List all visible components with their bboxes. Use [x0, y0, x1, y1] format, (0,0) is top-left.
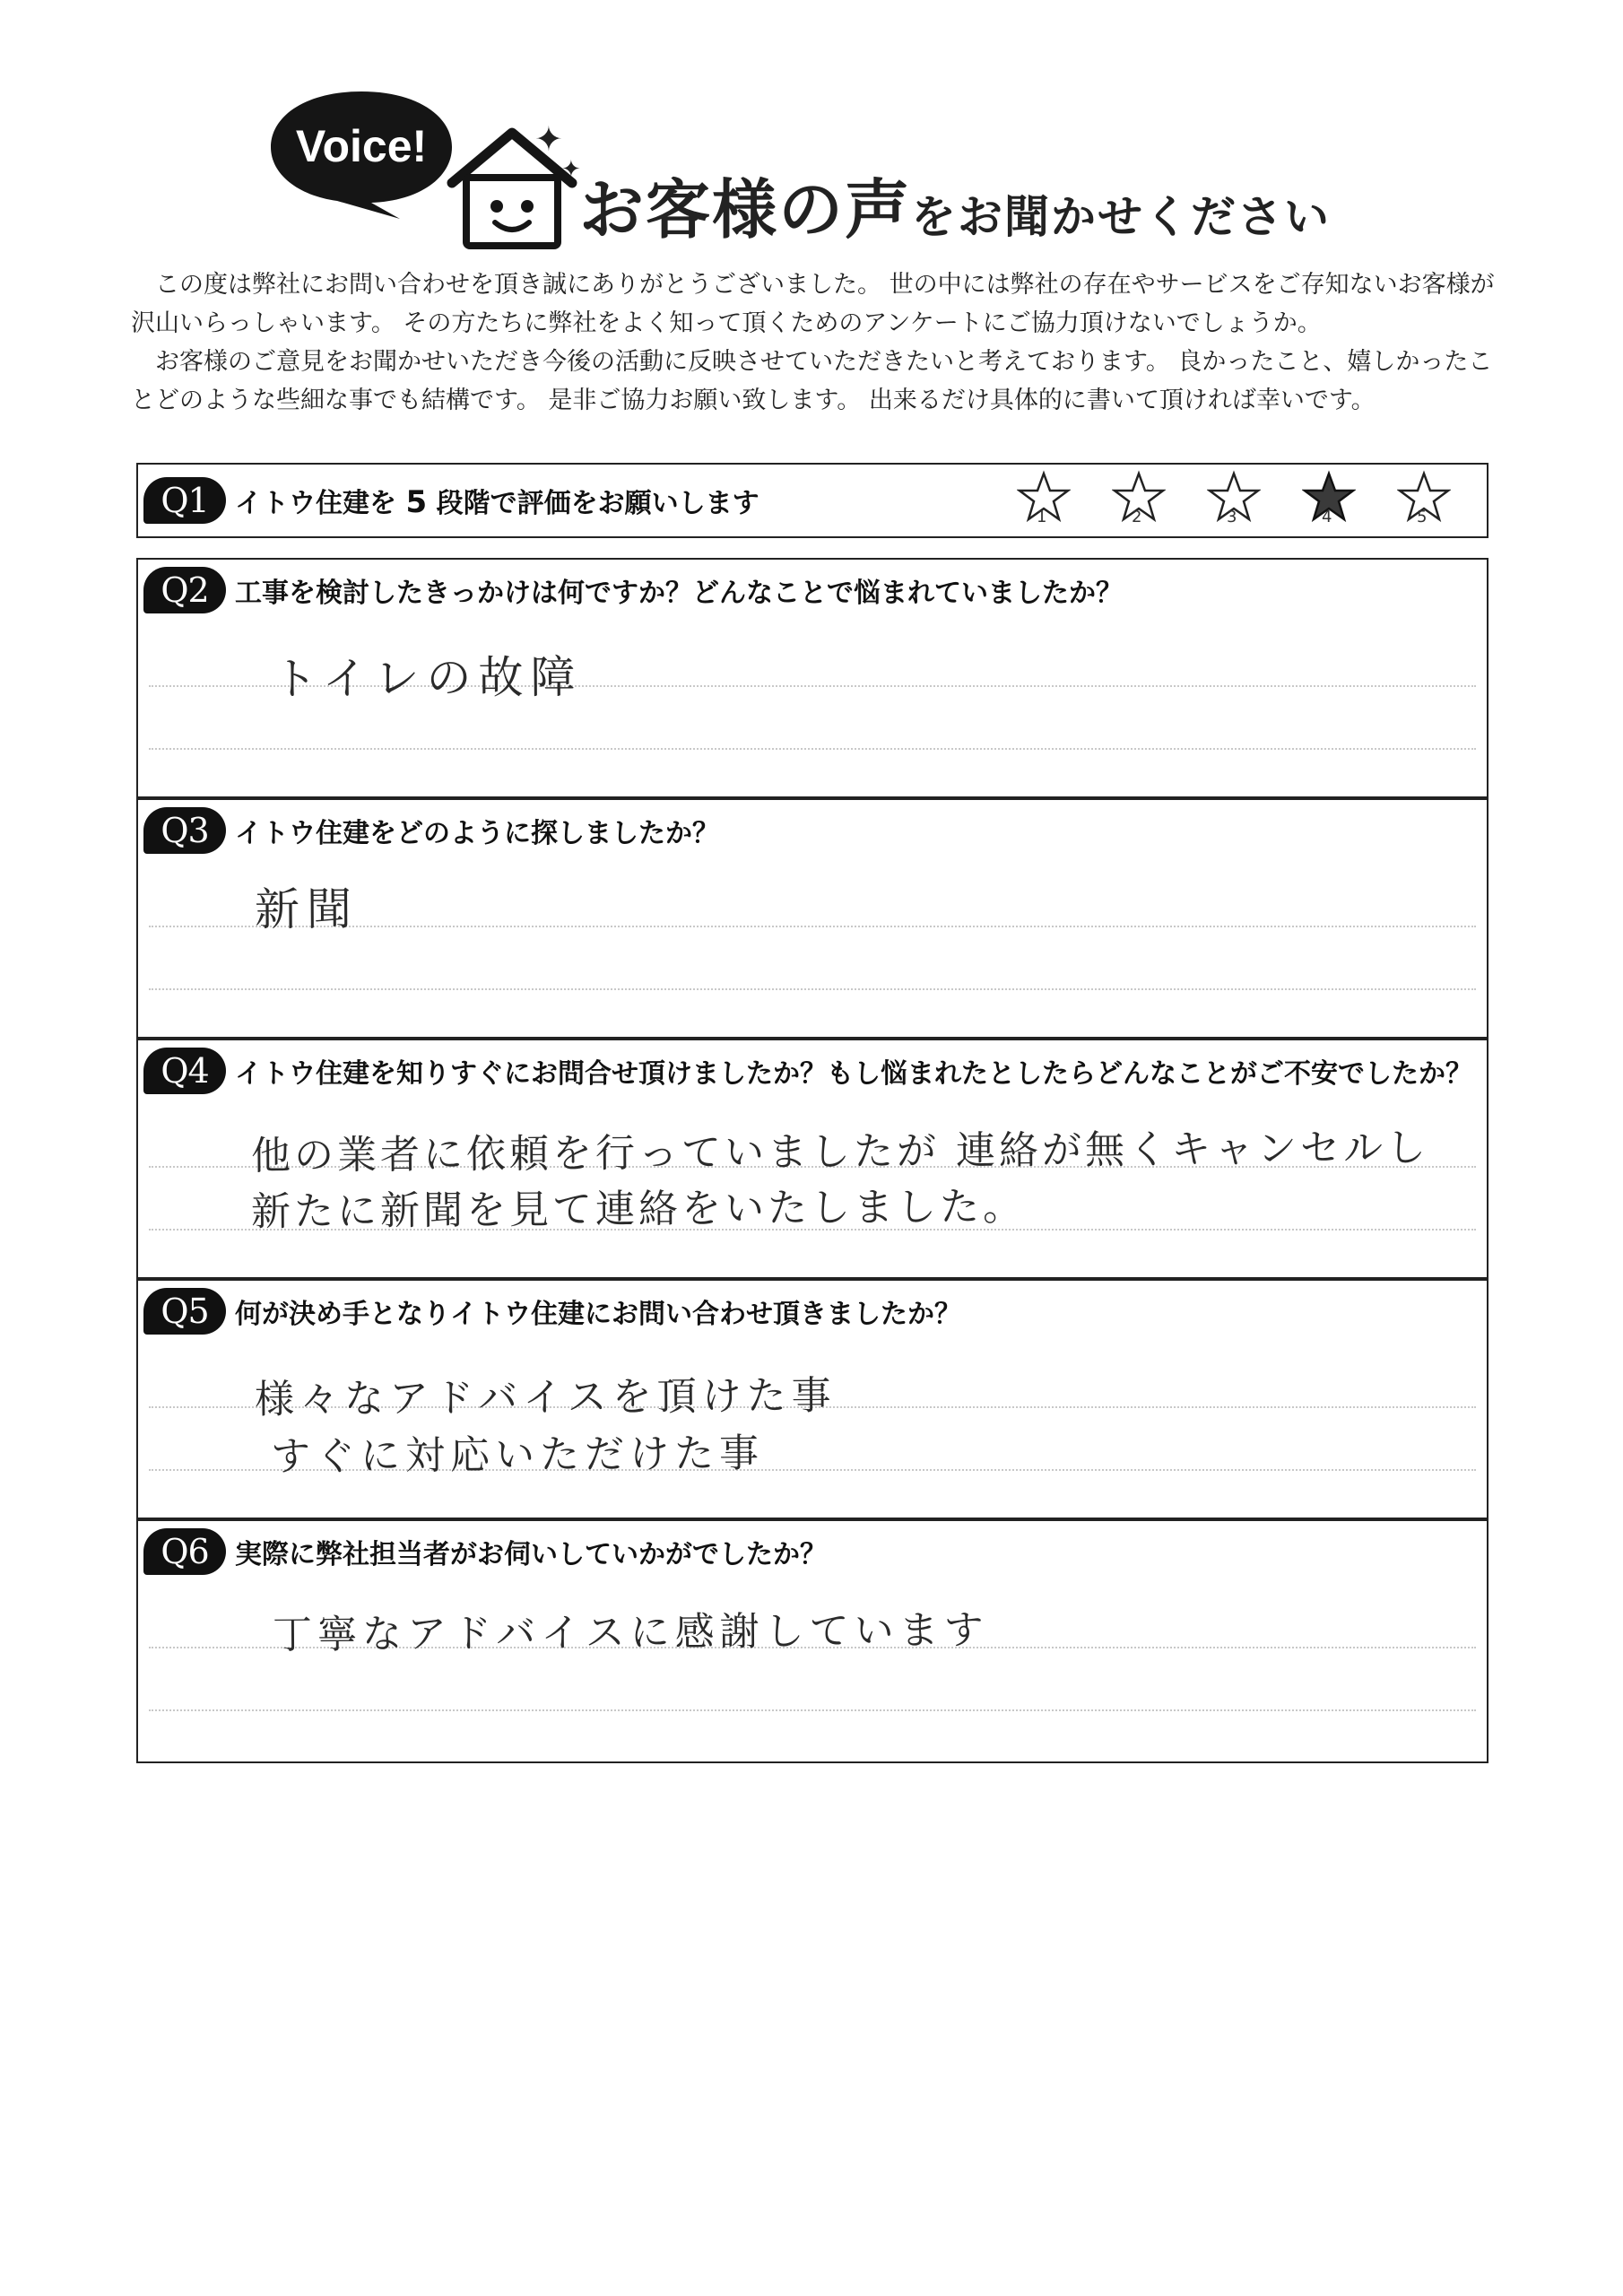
question-text-number: 5: [405, 484, 428, 520]
question-text-part: 段階で評価をお願いします: [436, 488, 759, 519]
star-4-selected[interactable]: [1302, 470, 1356, 524]
question-badge: Q2: [143, 567, 226, 613]
question-text: [235, 481, 759, 520]
answer-line: トイレの故障: [272, 650, 583, 706]
question-badge: Q1: [143, 477, 226, 524]
intro-paragraph: お客様のご意見をお聞かせいただき今後の活動に反映させていただきたいと考えております。 良かったこと、嬉しかったことどのような些細な事でも結構です。 是非ご協力お願い致します。 出来るだけ具体的に書いて頂ければ幸いです。: [131, 348, 1493, 414]
star-2[interactable]: [1112, 470, 1166, 524]
intro-paragraph: この度は弊社にお問い合わせを頂き誠にありがとうございました。 世の中には弊社の存在やサービスをご存知ないお客様が沢山いらっしゃいます。 その方たちに弊社をよく知って頂くためのアンケートにご協力頂けないでしょうか。: [131, 271, 1495, 337]
star-number: 3: [1227, 508, 1237, 526]
star-number: 5: [1417, 508, 1428, 526]
question-badge: Q3: [143, 807, 226, 854]
page-title: [579, 158, 1331, 251]
question-text: イトウ住建を知りすぐにお問合せ頂けましたか？もし悩まれたとしたらどんなことがご不安でしたか？: [235, 1058, 1472, 1090]
question-q2: [136, 558, 1488, 798]
sparkle-icon: ✦: [534, 119, 563, 159]
answer-line: 新たに新聞を見て連絡をいたしました。: [250, 1183, 1027, 1236]
sparkle-icon: ✦: [561, 156, 581, 183]
question-text: 実際に弊社担当者がお伺いしていかがでしたか？: [235, 1539, 827, 1570]
question-text: 何が決め手となりイトウ住建にお問い合わせ頂きましたか？: [235, 1299, 961, 1330]
question-badge: Q6: [143, 1528, 226, 1575]
question-q1: [136, 463, 1488, 538]
title-part2: をお聞かせください: [911, 191, 1332, 243]
star-number: 1: [1037, 508, 1047, 526]
voice-label: Voice!: [295, 121, 428, 171]
star-3[interactable]: [1207, 470, 1261, 524]
star-1[interactable]: [1017, 470, 1071, 524]
star-number: 4: [1322, 508, 1332, 526]
star-number: 2: [1132, 508, 1142, 526]
star-5[interactable]: [1397, 470, 1451, 524]
question-q6: [136, 1519, 1488, 1763]
question-q4: [136, 1039, 1488, 1279]
question-text: イトウ住建をどのように探しましたか？: [235, 818, 719, 849]
title-part1: お客様の声: [579, 172, 912, 248]
question-q5: [136, 1279, 1488, 1519]
answer-line: 新聞: [254, 883, 360, 936]
answer-line: すぐに対応いただけた事: [270, 1431, 765, 1480]
question-badge: Q5: [143, 1288, 226, 1335]
answer-line: 丁寧なアドバイスに感謝しています: [272, 1607, 989, 1658]
star-rating[interactable]: [1017, 470, 1451, 524]
voice-bubble: [265, 86, 457, 221]
answer-line: 様々なアドバイスを頂けた事: [254, 1372, 837, 1423]
question-text: 工事を検討したきっかけは何ですか？どんなことで悩まれていましたか？: [235, 578, 1123, 609]
intro-text: [131, 265, 1503, 420]
question-text-part: イトウ住建を: [235, 488, 396, 519]
question-badge: Q4: [143, 1048, 226, 1094]
answer-line: 他の業者に依頼を行っていましたが 連絡が無くキャンセルし: [250, 1125, 1430, 1179]
question-q3: [136, 798, 1488, 1039]
